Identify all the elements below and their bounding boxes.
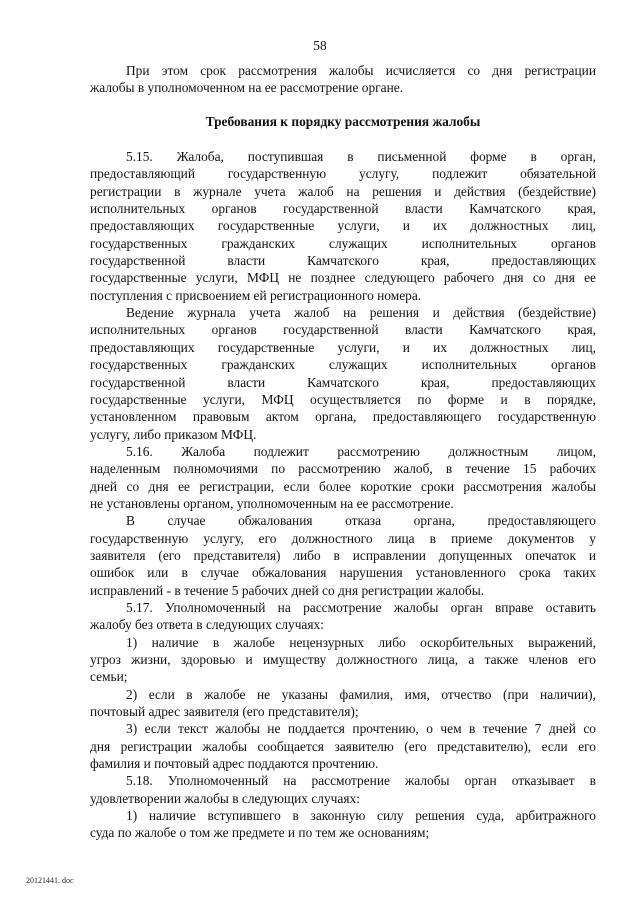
text-line: исполнительных органов государственной власти Камчатского края, — [90, 201, 596, 217]
text-line: заявителя (его представителя) либо в исправлении допущенных опечаток и — [90, 547, 596, 563]
text-line: суда по жалобе о том же предмете и по тем же основаниям; — [90, 825, 430, 841]
page-number: 58 — [313, 38, 327, 53]
paragraphs — [90, 148, 596, 842]
paragraph — [90, 148, 596, 304]
text-line: предоставляющих государственные услуги, и их должностных лиц, — [90, 339, 596, 355]
text-line: 5.16. Жалоба подлежит рассмотрению должностным лицом, — [126, 443, 596, 459]
text-line: 5.17. Уполномоченный на рассмотрение жалобы орган вправе оставить — [126, 599, 596, 615]
text-line: жалобы в уполномоченном на ее рассмотрение органе. — [90, 80, 404, 96]
footer-filename: 20121441. doc — [26, 876, 74, 885]
text-line: ошибок или в случае обжалования нарушения установленного срока таких — [90, 565, 596, 581]
text-line: удовлетворении жалобы в следующих случаях: — [90, 790, 360, 806]
text-line: предоставляющих государственные услуги, и их должностных лиц, — [90, 218, 596, 234]
text-line: не установлены органом, уполномоченным на ее рассмотрение. — [90, 495, 454, 511]
text-line: 3) если текст жалобы не поддается прочтению, о чем в течение 7 дней со — [126, 721, 596, 737]
text-line: исполнительных органов государственной власти Камчатского края, — [90, 322, 596, 338]
body-text — [90, 62, 596, 842]
paragraph — [90, 634, 596, 686]
section-heading: Требования к порядку рассмотрения жалобы — [205, 113, 481, 129]
paragraph — [90, 599, 596, 634]
text-line: исправлений - в течение 5 рабочих дней со дня регистрации жалобы. — [90, 582, 485, 598]
text-line: почтовый адрес заявителя (его представителя); — [90, 704, 359, 720]
text-line: При этом срок рассмотрения жалобы исчисляется со дня регистрации — [126, 63, 596, 78]
text-line: семьи; — [90, 669, 128, 685]
text-line: предоставляющий государственную услугу, подлежит обязательной — [90, 166, 596, 182]
text-line: 1) наличие вступившего в законную силу решения суда, арбитражного — [126, 808, 596, 824]
text-line: 5.18. Уполномоченный на рассмотрение жалобы орган отказывает в — [126, 773, 596, 789]
text-line: государственных гражданских служащих исполнительных органов — [90, 357, 596, 373]
text-line: государственных гражданских служащих исполнительных органов — [90, 235, 596, 251]
text-line: государственной власти Камчатского края, предоставляющих — [90, 374, 596, 390]
text-line: государственной власти Камчатского края, предоставляющих — [90, 253, 596, 269]
text-line: поступления с присвоением ей регистрационного номера. — [90, 287, 422, 303]
text-line: дня регистрации жалобы сообщается заявителю (его представителю), если его — [90, 738, 596, 754]
text-line: 1) наличие в жалобе нецензурных либо оскорбительных выражений, — [126, 634, 596, 650]
paragraph — [90, 772, 596, 807]
text-line: государственную услугу, его должностного лица в приеме документов у — [90, 530, 596, 546]
text-line: регистрации в журнале учета жалоб на решения и действия (бездействие) — [90, 183, 596, 199]
intro-paragraph — [90, 62, 596, 97]
text-line: 5.15. Жалоба, поступившая в письменной форме в орган, — [126, 149, 596, 165]
text-line: установленном правовым актом органа, предоставляющего государственную — [90, 409, 596, 425]
text-line: наделенным полномочиями по рассмотрению жалоб, в течение 15 рабочих — [90, 461, 596, 477]
text-line: жалобу без ответа в следующих случаях: — [90, 617, 324, 633]
paragraph — [90, 304, 596, 443]
text-line: В случае обжалования отказа органа, предоставляющего — [126, 513, 596, 529]
text-line: фамилия и почтовый адрес поддаются прочтению. — [90, 756, 379, 772]
text-line: услугу, либо приказом МФЦ. — [90, 426, 257, 442]
paragraph — [90, 443, 596, 512]
text-line: дней со дня ее регистрации, если более короткие сроки рассмотрения жалобы — [90, 478, 596, 494]
text-line: угроз жизни, здоровью и имуществу должностного лица, а также членов его — [90, 652, 596, 667]
text-line: государственные услуги, МФЦ не позднее следующего рабочего дня со дня ее — [90, 270, 596, 286]
text-line: 2) если в жалобе не указаны фамилия, имя, отчество (при наличии), — [126, 686, 596, 702]
paragraph — [90, 807, 596, 842]
paragraph — [90, 720, 596, 772]
text-line: государственные услуги, МФЦ осуществляется по форме и в порядке, — [90, 391, 596, 407]
paragraph — [90, 512, 596, 599]
text-line: Ведение журнала учета жалоб на решения и действия (бездействие) — [126, 305, 596, 321]
paragraph — [90, 686, 596, 721]
